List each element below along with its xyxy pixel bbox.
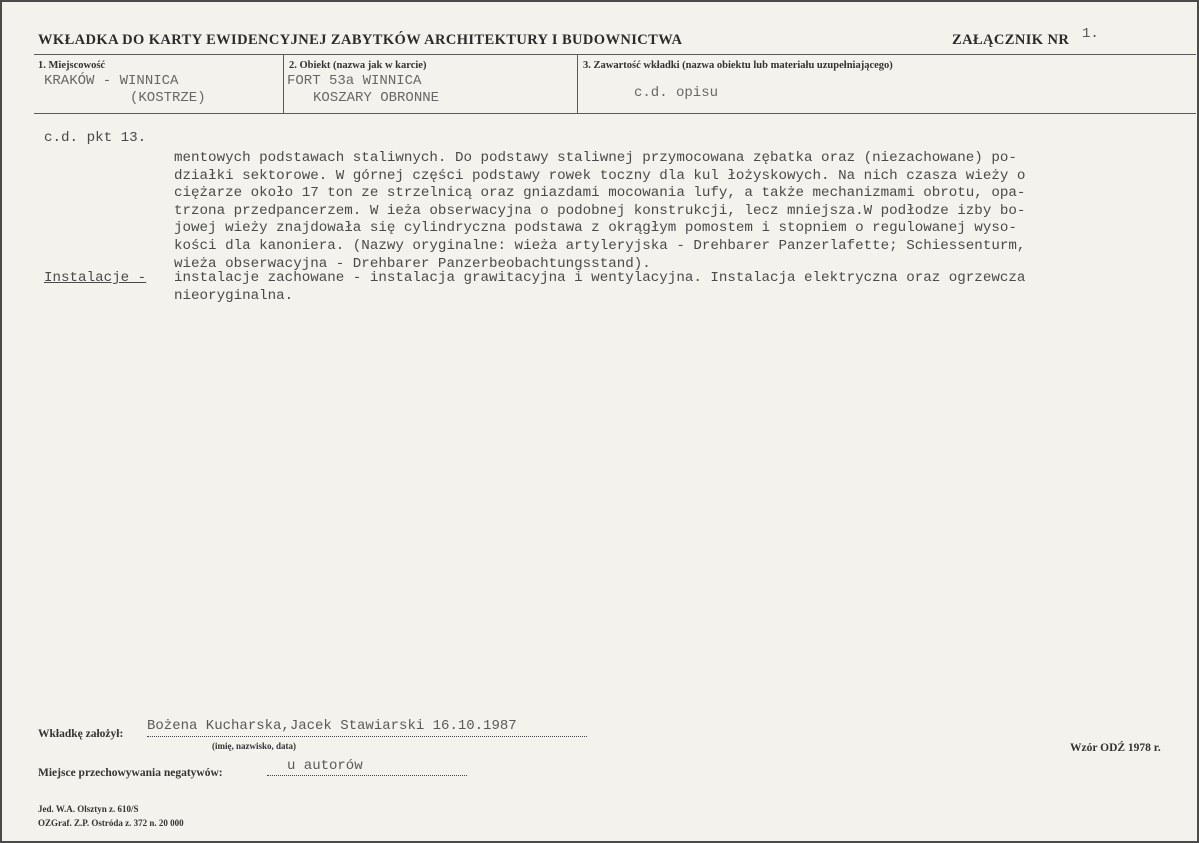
continuation-marker: c.d. pkt 13. bbox=[44, 130, 147, 146]
description-line: ciężarze około 17 ton ze strzelnicą oraz gniazdami mocowania lufy, a także mechanizmami obrotu, opa- bbox=[174, 185, 1026, 202]
negatives-dotted-line bbox=[267, 775, 467, 776]
description-line: mentowych podstawach staliwnych. Do podstawy staliwnej przymocowana zębatka oraz (niezachowane) po- bbox=[174, 150, 1017, 166]
attachment-number: 1. bbox=[1082, 26, 1099, 42]
installations-line: nieoryginalna. bbox=[174, 287, 294, 304]
founder-hint: (imię, nazwisko, data) bbox=[212, 741, 296, 751]
founder-label: Wkładkę założył: bbox=[38, 728, 124, 740]
description-line: kości dla kanoniera. (Nazwy oryginalne: wieża artyleryjska - Drehbarer Panzerlafette; Schiessenturm, bbox=[174, 237, 1026, 254]
form-title: WKŁADKA DO KARTY EWIDENCYJNEJ ZABYTKÓW ARCHITEKTURY I BUDOWNICTWA bbox=[38, 32, 683, 48]
header-fields bbox=[34, 54, 1196, 114]
field-object bbox=[285, 55, 578, 113]
field-object-value-line2: KOSZARY OBRONNE bbox=[313, 90, 440, 106]
description-line: trzona przedpancerzem. W ieża obserwacyjna o podobnej konstrukcji, lecz mniejsza.W podłodze izby bo- bbox=[174, 202, 1026, 219]
field-content-label: 3. Zawartość wkładki (nazwa obiektu lub materiału uzupełniającego) bbox=[583, 60, 893, 71]
installations-text bbox=[174, 270, 1025, 305]
field-place bbox=[34, 55, 284, 113]
field-content bbox=[579, 55, 1194, 113]
founder-value: Bożena Kucharska,Jacek Stawiarski 16.10.1987 bbox=[147, 718, 517, 734]
form-model: Wzór ODŹ 1978 r. bbox=[1070, 742, 1161, 754]
installations-label: Instalacje - bbox=[44, 270, 147, 286]
field-object-label: 2. Obiekt (nazwa jak w karcie) bbox=[289, 60, 427, 71]
description-line: wieża obserwacyjna - Drehbarer Panzerbeobachtungsstand). bbox=[174, 255, 651, 272]
negatives-value: u autorów bbox=[287, 758, 363, 774]
field-content-value: c.d. opisu bbox=[634, 85, 719, 101]
installations-line: instalacje zachowane - instalacja grawitacyjna i wentylacyjna. Instalacja elektryczna oraz ogrzewcza bbox=[174, 270, 1026, 286]
founder-dotted-line bbox=[147, 736, 587, 737]
attachment-label: ZAŁĄCZNIK NR bbox=[952, 32, 1070, 48]
description-line: jowej wieży znajdowała się cylindryczna podstawa z okrągłym pomostem i stopniem o regulowanej wyso- bbox=[174, 220, 1017, 237]
description-text bbox=[174, 150, 1025, 273]
field-place-label: 1. Miejscowość bbox=[38, 60, 106, 71]
description-line: działki sektorowe. W górnej części podstawy rowek toczny dla kul łożyskowych. Na nich czasza wieży o bbox=[174, 167, 1026, 184]
print-info-line1: Jed. W.A. Olsztyn z. 610/S bbox=[38, 804, 139, 814]
field-object-value-line1: FORT 53a WINNICA bbox=[287, 73, 422, 89]
field-place-value-line2: (KOSTRZE) bbox=[130, 90, 206, 106]
print-info-line2: OZGraf. Z.P. Ostróda z. 372 n. 20 000 bbox=[38, 818, 184, 828]
negatives-label: Miejsce przechowywania negatywów: bbox=[38, 767, 223, 779]
field-place-value-line1: KRAKÓW - WINNICA bbox=[44, 73, 179, 89]
